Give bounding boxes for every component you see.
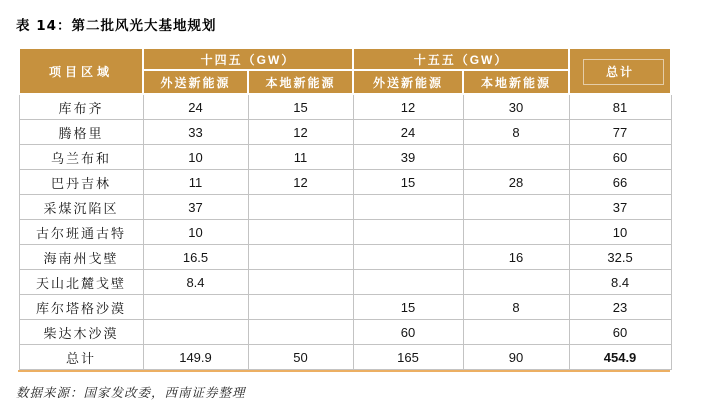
total-cell: 77 (569, 120, 671, 145)
value-cell: 8.4 (143, 270, 248, 295)
header-sub-outbound-15th: 外送新能源 (353, 70, 463, 94)
region-cell: 库布齐 (19, 94, 143, 120)
grand-total-cell: 454.9 (569, 345, 671, 370)
value-cell: 8 (463, 120, 569, 145)
header-sub-outbound-14th: 外送新能源 (143, 70, 248, 94)
table-row (19, 94, 671, 120)
value-cell (143, 320, 248, 345)
value-cell: 90 (463, 345, 569, 370)
region-cell: 巴丹吉林 (19, 170, 143, 195)
value-cell: 12 (248, 120, 353, 145)
value-cell: 15 (353, 170, 463, 195)
total-cell: 81 (569, 94, 671, 120)
data-source-note: 数据来源：国家发改委，西南证券整理 (16, 386, 246, 400)
value-cell (248, 195, 353, 220)
value-cell: 60 (353, 320, 463, 345)
table-row (19, 145, 671, 170)
value-cell (463, 220, 569, 245)
table-body (19, 94, 671, 370)
value-cell (353, 245, 463, 270)
value-cell: 37 (143, 195, 248, 220)
value-cell (353, 270, 463, 295)
value-cell: 33 (143, 120, 248, 145)
total-cell: 66 (569, 170, 671, 195)
value-cell: 16 (463, 245, 569, 270)
value-cell: 24 (353, 120, 463, 145)
value-cell: 16.5 (143, 245, 248, 270)
value-cell: 15 (248, 94, 353, 120)
table-row (19, 270, 671, 295)
header-total (569, 48, 671, 94)
value-cell (248, 245, 353, 270)
header-sub-local-14th: 本地新能源 (248, 70, 353, 94)
value-cell: 24 (143, 94, 248, 120)
region-cell: 海南州戈壁 (19, 245, 143, 270)
value-cell (248, 295, 353, 320)
total-cell: 60 (569, 320, 671, 345)
value-cell (353, 195, 463, 220)
value-cell: 11 (143, 170, 248, 195)
region-cell: 柴达木沙漠 (19, 320, 143, 345)
wind-solar-base-table (18, 47, 672, 370)
value-cell (353, 220, 463, 245)
value-cell: 149.9 (143, 345, 248, 370)
region-cell: 总计 (19, 345, 143, 370)
value-cell: 165 (353, 345, 463, 370)
value-cell: 10 (143, 145, 248, 170)
header-total-label: 总计 (606, 64, 635, 79)
value-cell: 28 (463, 170, 569, 195)
region-cell: 库尔塔格沙漠 (19, 295, 143, 320)
total-cell: 8.4 (569, 270, 671, 295)
header-region: 项目区域 (19, 48, 143, 94)
value-cell (248, 220, 353, 245)
value-cell (248, 270, 353, 295)
total-cell: 23 (569, 295, 671, 320)
value-cell (463, 270, 569, 295)
value-cell (143, 295, 248, 320)
table-row-grand-total (19, 345, 671, 370)
value-cell: 12 (353, 94, 463, 120)
region-cell: 古尔班通古特 (19, 220, 143, 245)
table-row (19, 295, 671, 320)
table-row (19, 195, 671, 220)
region-cell: 天山北麓戈壁 (19, 270, 143, 295)
total-cell: 10 (569, 220, 671, 245)
value-cell: 11 (248, 145, 353, 170)
value-cell: 8 (463, 295, 569, 320)
value-cell: 12 (248, 170, 353, 195)
total-cell: 32.5 (569, 245, 671, 270)
value-cell: 15 (353, 295, 463, 320)
header-sub-local-15th: 本地新能源 (463, 70, 569, 94)
table-row (19, 220, 671, 245)
value-cell (463, 320, 569, 345)
table-row (19, 120, 671, 145)
total-cell: 60 (569, 145, 671, 170)
table-row (19, 170, 671, 195)
value-cell: 39 (353, 145, 463, 170)
value-cell: 10 (143, 220, 248, 245)
table-row (19, 245, 671, 270)
total-cell: 37 (569, 195, 671, 220)
header-group-15th: 十五五（GW） (353, 48, 569, 70)
region-cell: 采煤沉陷区 (19, 195, 143, 220)
value-cell: 50 (248, 345, 353, 370)
table-row (19, 320, 671, 345)
table-bottom-rule (18, 370, 670, 372)
value-cell (463, 145, 569, 170)
value-cell (463, 195, 569, 220)
table-title: 表 14：第二批风光大基地规划 (16, 18, 217, 34)
value-cell: 30 (463, 94, 569, 120)
region-cell: 乌兰布和 (19, 145, 143, 170)
header-group-14th: 十四五（GW） (143, 48, 353, 70)
table-header (19, 48, 671, 94)
region-cell: 腾格里 (19, 120, 143, 145)
value-cell (248, 320, 353, 345)
